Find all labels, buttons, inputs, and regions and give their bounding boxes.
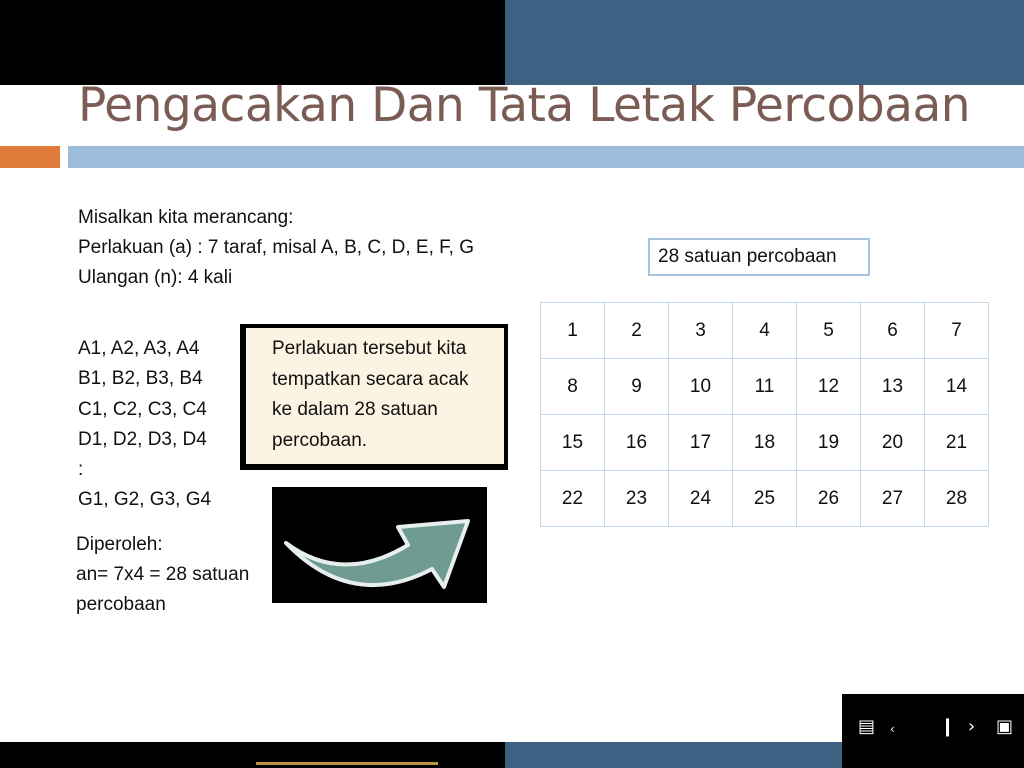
grid-cell: 10 [669,359,733,415]
result-line: Diperoleh: [76,534,163,555]
grid-cell: 15 [541,415,605,471]
grid-cell: 12 [797,359,861,415]
grid-cell: 2 [605,303,669,359]
grid-cell: 18 [733,415,797,471]
treatment-line: D1, D2, D3, D4 [78,429,207,450]
intro-line: Misalkan kita merancang: [78,207,294,228]
grid-cell: 21 [925,415,989,471]
bottom-gold-line [256,762,438,765]
note-line: tempatkan secara acak [272,368,469,390]
units-label-box: 28 satuan percobaan [648,238,870,276]
note-line: percobaan. [272,429,368,451]
slide-title: Pengacakan Dan Tata Letak Percobaan [78,78,971,133]
pause-icon[interactable]: ❙ [940,716,956,737]
result-line: percobaan [76,594,166,615]
grid-cell: 16 [605,415,669,471]
grid-cell: 3 [669,303,733,359]
treatment-line: : [78,459,84,480]
note-line: ke dalam 28 satuan [272,399,438,420]
grid-cell: 6 [861,303,925,359]
grid-cell: 1 [541,303,605,359]
grid-cell: 19 [797,415,861,471]
grid-cell: 26 [797,471,861,527]
grid-row [541,303,989,359]
grid-cell: 14 [925,359,989,415]
grid-cell: 11 [733,359,797,415]
accent-bar-orange [0,146,60,168]
grid-cell: 13 [861,359,925,415]
note-text [272,334,468,456]
previous-icon[interactable]: ‹ [890,722,895,736]
treatment-line: C1, C2, C3, C4 [78,399,207,420]
top-bar-dark [0,0,505,85]
intro-line: Perlakuan (a) : 7 taraf, misal A, B, C, D, E, F, G [78,237,474,258]
grid-cell: 25 [733,471,797,527]
grid-cell: 20 [861,415,925,471]
curved-arrow-image [272,487,487,603]
grid-cell: 17 [669,415,733,471]
grid-cell: 4 [733,303,797,359]
grid-cell: 27 [861,471,925,527]
accent-bar-blue [68,146,1024,168]
grid-cell: 7 [925,303,989,359]
grid-row [541,359,989,415]
slides-icon[interactable]: ▤ [858,716,876,737]
note-line: Perlakuan tersebut kita [272,338,467,359]
curved-arrow-icon [272,487,487,603]
grid-cell: 24 [669,471,733,527]
grid-cell: 5 [797,303,861,359]
result-line: an= 7x4 = 28 satuan [76,564,250,585]
grid-cell: 9 [605,359,669,415]
treatment-line: G1, G2, G3, G4 [78,489,212,510]
experiment-grid [540,302,989,527]
grid-cell: 23 [605,471,669,527]
fullscreen-icon[interactable]: ▣ [996,716,1014,737]
intro-line: Ulangan (n): 4 kali [78,267,233,288]
grid-cell: 22 [541,471,605,527]
next-icon[interactable]: › [968,716,976,737]
treatment-line: A1, A2, A3, A4 [78,338,200,359]
grid-row [541,415,989,471]
grid-row [541,471,989,527]
grid-cell: 8 [541,359,605,415]
grid-cell: 28 [925,471,989,527]
top-bar-blue [505,0,1024,85]
treatment-line: B1, B2, B3, B4 [78,368,203,389]
